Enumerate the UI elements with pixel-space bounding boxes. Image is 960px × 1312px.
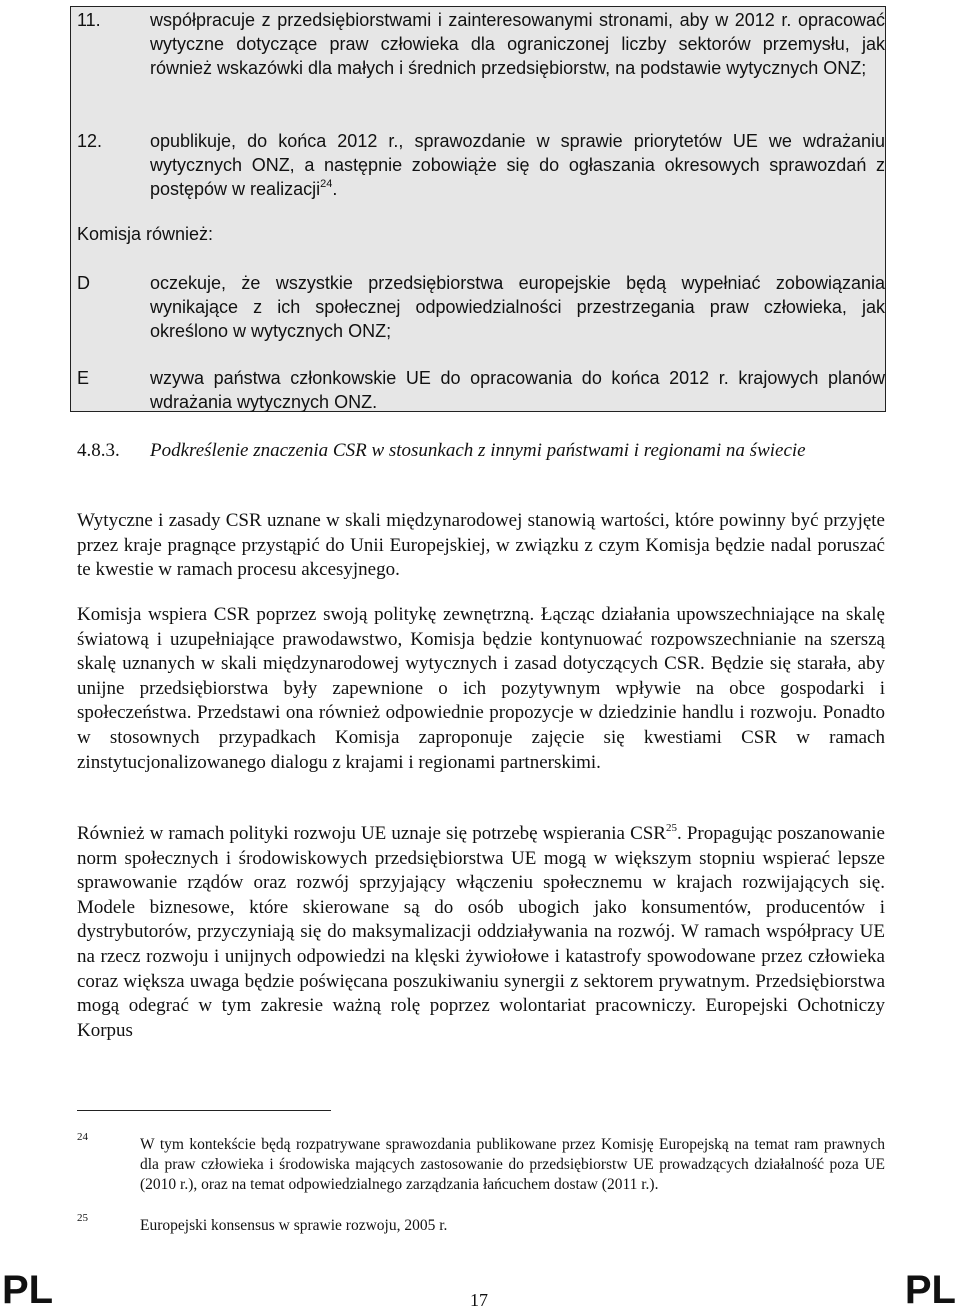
page-number: 17 xyxy=(470,1290,488,1310)
footer-lang-right: PL xyxy=(904,1268,956,1312)
box-intro: Komisja również: xyxy=(77,224,214,244)
footnote-number: 24 xyxy=(77,1131,88,1143)
footnote-text: Europejski konsensus w sprawie rozwoju, 2005 r. xyxy=(140,1217,448,1234)
item-text xyxy=(150,129,885,201)
item-number: 12. xyxy=(77,131,103,151)
item-text-body: opublikuje, do końca 2012 r., sprawozdanie w sprawie priorytetów UE we wdrażaniu wytycznych ONZ, a następnie zobowiąże się do ogłaszania okresowych sprawozdań z postępów w realizacji xyxy=(150,131,885,199)
paragraph-2: Komisja wspiera CSR poprzez swoją politykę zewnętrzną. Łącząc działania upowszechniające na skalę światową i uzupełniające prawodawstwo, Komisja będzie kontynuować rozpowszechnianie na szerszą skalę uznanych w skali międzynarodowej wytycznych i zasad dotyczących CSR. Będzie się starała, aby unijne przedsiębiorstwa były zapewnione o ich pozytywnym wpływie na obce gospodarki i społeczeństwa. Przedstawi ona również odpowiednie propozycje w dziedzinie handlu i rozwoju. Ponadto w stosownych przypadkach Komisja zaproponuje zajęcie się kwestiami CSR w ramach zinstytucjonalizowanego dialogu z krajami i regionami partnerskimi. xyxy=(77,604,885,773)
section-title: Podkreślenie znaczenia CSR w stosunkach z innymi państwami i regionami na świecie xyxy=(150,440,806,461)
item-letter: E xyxy=(77,368,90,388)
section-number: 4.8.3. xyxy=(77,440,120,461)
item-letter: D xyxy=(77,273,90,293)
footnote-ref-24[interactable]: 24 xyxy=(320,178,333,190)
paragraph-3-start: Również w ramach polityki rozwoju UE uznaje się potrzebę wspierania CSR xyxy=(77,823,666,844)
paragraph-3 xyxy=(77,822,885,1043)
item-text: oczekuje, że wszystkie przedsiębiorstwa europejskie będą wypełniać zobowiązania wynikające z ich społecznej odpowiedzialności przestrzegania praw człowieka, jak określono w wytycznych ONZ; xyxy=(150,273,885,341)
footnote-separator xyxy=(77,1110,331,1111)
item-text: współpracuje z przedsiębiorstwami i zainteresowanymi stronami, aby w 2012 r. opracować wytyczne dotyczące praw człowieka dla ograniczonej liczby sektorów przemysłu, jak również wskazówki dla małych i średnich przedsiębiorstw, na podstawie wytycznych ONZ; xyxy=(150,10,885,78)
footnote-text: W tym kontekście będą rozpatrywane sprawozdania publikowane przez Komisję Europejską na temat ram prawnych dla praw człowieka i środowiska mających zastosowanie do przedsiębiorstw UE prowadzących działalność poza UE (2010 r.), oraz na temat odpowiedzialnego zarządzania łańcuchem dostaw (2011 r.). xyxy=(140,1136,885,1193)
footnote-ref-25[interactable]: 25 xyxy=(665,822,677,834)
item-text: wzywa państwa członkowskie UE do opracowania do końca 2012 r. krajowych planów wdrażania wytycznych ONZ. xyxy=(150,368,885,412)
paragraph-3-rest: . Propagując poszanowanie norm społecznych i środowiskowych przedsiębiorstwa UE mogą w większym stopniu wspierać lepsze sprawowanie rządów oraz rozwój sprzyjający włączeniu społecznemu w krajach rozwijających się. Modele biznesowe, które skierowane są do osób ubogich jako konsumentów, producentów i dystrybutorów, przyczyniają się do maksymalizacji oddziaływania na rozwój. W ramach współpracy UE na rzecz rozwoju i unijnych odpowiedzi na klęski żywiołowe i katastrofy spowodowane przez człowieka coraz większa uwaga będzie poświęcana poszukiwaniu synergii z sektorem prywatnym. Przedsiębiorstwa mogą odegrać w tym zakresie ważną rolę poprzez wolontariat pracowniczy. Europejski Ochotniczy Korpus xyxy=(77,823,885,1041)
footnote-number: 25 xyxy=(77,1212,88,1224)
footer-lang-left: PL xyxy=(2,1268,54,1312)
paragraph-1: Wytyczne i zasady CSR uznane w skali międzynarodowej stanowią wartości, które powinny być przyjęte przez kraje pragnące przystąpić do Unii Europejskiej, w związku z czym Komisja będzie nadal poruszać te kwestie w ramach procesu akcesyjnego. xyxy=(77,510,885,581)
item-number: 11. xyxy=(77,10,101,30)
item-text-tail: . xyxy=(332,179,338,199)
